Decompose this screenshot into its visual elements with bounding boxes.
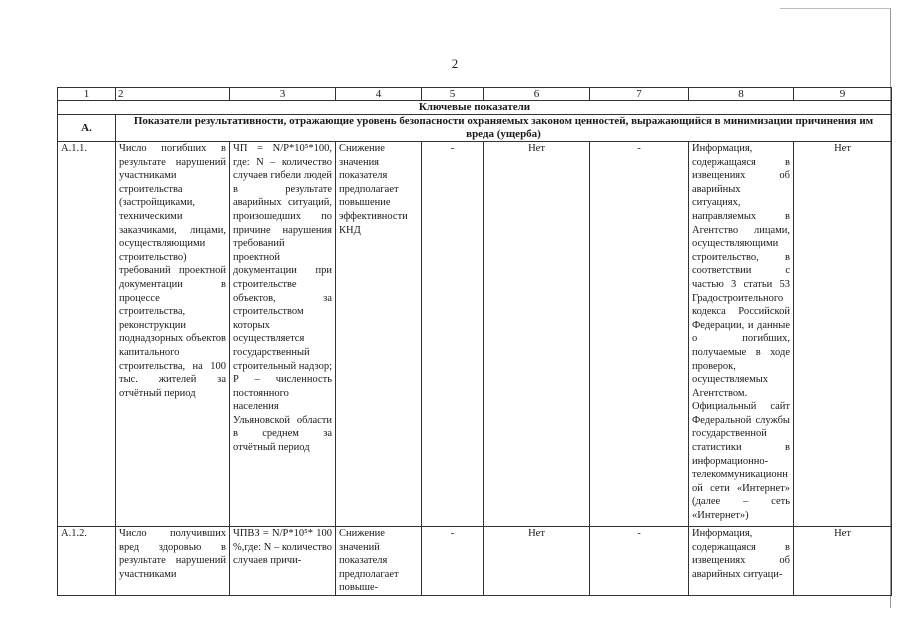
indicator-col6: Нет <box>484 527 590 596</box>
column-number-row <box>58 88 892 101</box>
column-number: 3 <box>230 88 336 101</box>
column-number: 2 <box>116 88 230 101</box>
indicator-col5: - <box>422 142 484 527</box>
column-number: 7 <box>590 88 689 101</box>
indicator-formula: ЧПВЗ = N/P*10⁵* 100 %,где: N – количество случаев причи- <box>230 527 336 596</box>
indicator-comment: Снижение значений показателя предполагает повыше- <box>336 527 422 596</box>
indicator-name: Число получивших вред здоровью в результате нарушений участниками <box>116 527 230 596</box>
table-row <box>58 527 892 596</box>
column-number: 8 <box>689 88 794 101</box>
indicator-col9: Нет <box>794 142 892 527</box>
column-number: 4 <box>336 88 422 101</box>
table-row <box>58 142 892 527</box>
section-title: Показатели результативности, отражающие уровень безопасности охраняемых законом ценностей, выражающийся в минимизации причинения им вреда (ущерба) <box>116 115 892 142</box>
indicator-col9: Нет <box>794 527 892 596</box>
indicator-formula: ЧП = N/P*10⁵*100, где: N – количество случаев гибели людей в результате аварийных ситуаций, произошедших по причине нарушения требований проектной документации при строительстве объектов, за строительством которых осуществляется государственный строительный надзор; Р – численность постоянного населения Ульяновской области в среднем за отчётный период <box>230 142 336 527</box>
page-number: 2 <box>451 56 459 71</box>
indicator-source: Информация, содержащаяся в извещениях об аварийных ситуаци- <box>689 527 794 596</box>
indicators-table <box>57 87 892 596</box>
key-indicators-title: Ключевые показатели <box>58 101 892 115</box>
indicator-col7: - <box>590 142 689 527</box>
indicator-col6: Нет <box>484 142 590 527</box>
section-label: А. <box>58 115 116 142</box>
indicator-name: Число погибших в результате нарушений участниками строительства (застройщиками, техническими заказчиками, лицами, осуществляющими строительство) требований проектной документации в процессе строительства, реконструкции поднадзорных объектов капитального строительства, на 100 тыс. жителей за отчётный период <box>116 142 230 527</box>
indicator-id: А.1.2. <box>58 527 116 596</box>
column-number: 5 <box>422 88 484 101</box>
indicator-comment: Снижение значения показателя предполагает повышение эффективности КНД <box>336 142 422 527</box>
column-number: 9 <box>794 88 892 101</box>
indicator-source: Информация, содержащаяся в извещениях об аварийных ситуациях, направляемых в Агентство лицами, осуществляющими строительство, в соответствии с частью 3 статьи 53 Градостроительного кодекса Российской Федерации, и данные о погибших, получаемые в ходе проверок, осуществляемых Агентством. Официальный сайт Федеральной службы государственной статистики в информационно-телекоммуникационной сети «Интернет» (далее – сеть «Интернет») <box>689 142 794 527</box>
section-row <box>58 115 892 142</box>
scan-edge-line-top <box>780 8 890 9</box>
indicator-id: А.1.1. <box>58 142 116 527</box>
indicator-col5: - <box>422 527 484 596</box>
indicator-col7: - <box>590 527 689 596</box>
key-indicators-row <box>58 101 892 115</box>
column-number: 6 <box>484 88 590 101</box>
column-number: 1 <box>58 88 116 101</box>
